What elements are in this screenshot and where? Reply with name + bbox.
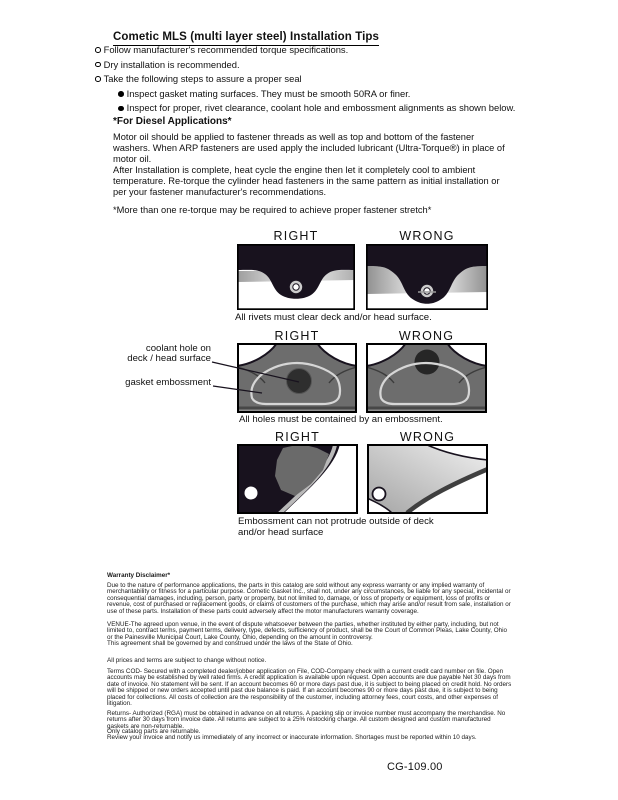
rivet-wrong-illustration [366,244,488,310]
row3-caption-line1: Embossment can not protrude outside of deck [238,516,434,527]
bolt-hole [373,488,386,501]
embossment-leader-line [213,386,262,393]
governing-law-text: This agreement shall be governed by and construed under the laws of the State of Ohio. [107,640,353,648]
coolant-hole-label-line1: coolant hole on [145,343,211,354]
protrusion-wrong-diagram [367,444,488,514]
invoice-review-text: Review your invoice and notify us immediately of any incorrect or inaccurate information. Shortages must be reported within 10 days. [107,734,477,742]
list-item [95,58,535,73]
catalog-clause [107,729,513,742]
diesel-paragraph-2: After Installation is complete, heat cycle the engine then let it completely cool to ambient temperature. Re-torque the cylinder head fasteners in the same pattern as initial installation or per your fastener manufacturer's recommendations. [113,165,500,198]
protrusion-wrong-illustration [367,444,488,514]
gasket-edge [237,407,357,410]
page-title: Cometic MLS (multi layer steel) Installation Tips [113,31,379,46]
returns-clause: Returns- Authorized (RGA) must be obtained in advance on all returns. A packing slip or invoice number must accompany the merchandise. No returns after 30 days from invoice date. All returns are subject to a 25% restocking charge. All custom designed and custom manufactured gaskets are non-returnable. [107,710,506,730]
dot-bullet-icon [118,106,124,112]
wrong-label: WRONG [398,329,455,343]
protrusion-right-illustration [237,444,358,514]
venue-clause [107,622,513,648]
warranty-disclaimer: Due to the nature of performance applications, the parts in this catalog are sold without any express warranty or any implied warranty of merchantability or fitness for a particular purpose. Cometic Gasket Inc., shall not, under any circumstances, be liable for any special, incidental or consequential damages, including, person, party or property, but not limited to, damage, or loss of property or equipment, loss of profits or revenue, cost of purchased or replacement goods, or claims of customers of the purchase, which may arise and/or result from sale, installation or use of these parts. Installation of these parts could adversely affect the motor manufacturers warranty coverage. [107,582,511,615]
leader-lines [110,340,310,400]
wrong-label: WRONG [399,229,455,243]
hole-wrong-illustration [366,343,487,413]
right-label: RIGHT [273,229,319,243]
protrusion-right-diagram [237,444,358,514]
gasket-embossment-label: gasket embossment [125,377,211,388]
retorque-note: *More than one re-torque may be required to achieve proper fastener stretch* [113,205,432,215]
wrong-label: WRONG [399,430,456,444]
row3-caption-line2: and/or head surface [238,527,324,538]
circle-bullet-icon [95,76,101,82]
diesel-heading: *For Diesel Applications* [113,116,232,127]
terms-clause: Terms COD- Secured with a completed dealer/jobber application on File, COD-Company check with a current credit card number on file. Open accounts may be established by well rated firms. A credit application is available upon request. Open accounts are due payable Net 30 days from date of invoice. No statement will be sent. If an account becomes 60 or more days past due, it is subject to being placed on credit hold. No orders will be shipped or new orders accepted until past due balance is paid. If an account becomes 90 or more days past due, it is subject to being placed for collections. All costs of collection are the responsibility of the customer, including attorney fees, court costs, and other expenses of litigation. [107,668,512,708]
coolant-hole-leader-line [212,362,299,382]
circle-bullet-icon [95,47,101,53]
row3-caption [238,516,468,538]
list-item [95,101,535,116]
bolt-hole [245,487,258,500]
list-item [95,87,535,102]
list-item-text: Follow manufacturer's recommended torque specifications. [103,44,349,55]
right-label: RIGHT [275,430,320,444]
coolant-hole-label-line2: deck / head surface [127,353,211,365]
rivet-right-illustration [237,244,355,310]
list-item [95,72,535,87]
list-item-text: Inspect for proper, rivet clearance, coolant hole and embossment alignments as shown below. [126,102,516,114]
list-item-text: Take the following steps to assure a proper seal [103,73,302,85]
prices-clause: All prices and terms are subject to change without notice. [107,657,267,664]
gasket-edge [366,407,487,410]
list-item-text: Dry installation is recommended. [103,58,240,70]
catalog-returnable-text: Only catalog parts are returnable. [107,728,201,735]
row2-caption: All holes must be contained by an embossment. [239,414,443,425]
list-item [95,43,535,58]
rivet-center [293,284,299,290]
rivet-wrong-diagram [366,244,488,310]
right-label: RIGHT [274,329,320,343]
document-number: CG-109.00 [387,761,443,773]
rivet-center [424,288,430,294]
hole-wrong-diagram [366,343,487,413]
row1-caption: All rivets must clear deck and/or head surface. [235,312,432,323]
tips-list [95,43,535,116]
venue-text: VENUE-The agreed upon venue, in the event of dispute whatsoever between the parties, whether instituted by either party, including, but not limited to, contract terms, payment terms, delivery, type, defects, sufficiency of product, shall be the Court of Common Pleas, Lake County, Ohio or the Painesville Municipal Court, Lake County, Ohio, depending on the amount in controversy. [107,621,508,641]
dot-bullet-icon [118,91,124,97]
circle-bullet-icon [95,62,101,68]
rivet-right-diagram [237,244,355,310]
list-item-text: Inspect gasket mating surfaces. They must be smooth 50RA or finer. [126,87,411,99]
warranty-heading: Warranty Disclaimer* [107,572,171,579]
diesel-paragraph-1: Motor oil should be applied to fastener threads as well as top and bottom of the fastener washers. When ARP fasteners are used apply the included lubricant (Ultra-Torque®) in place of motor oil. [113,132,505,165]
